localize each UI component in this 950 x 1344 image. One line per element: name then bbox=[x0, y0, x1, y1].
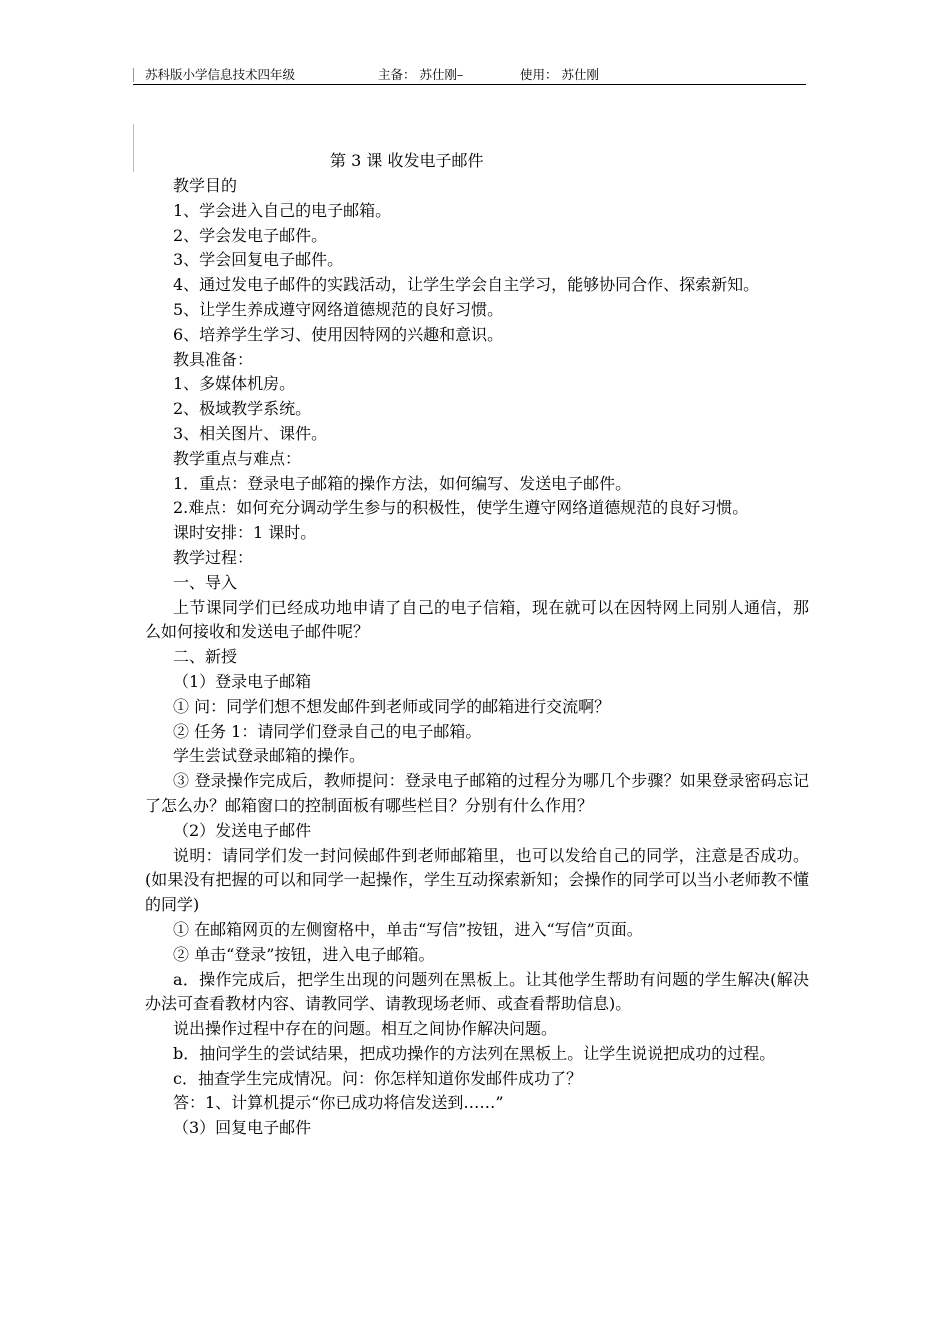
paragraph: ① 在邮箱网页的左侧窗格中，单击“写信”按钮，进入“写信”页面。 bbox=[173, 919, 643, 939]
paragraph: 3、学会回复电子邮件。 bbox=[173, 250, 344, 270]
paragraph: 5、让学生养成遵守网络道德规范的良好习惯。 bbox=[173, 299, 504, 319]
paragraph: 二、新授 bbox=[173, 647, 238, 667]
paragraph: ① 问：同学们想不想发邮件到老师或同学的邮箱进行交流啊？ bbox=[173, 696, 611, 716]
paragraph: a．操作完成后，把学生出现的问题列在黑板上。让其他学生帮助有问题的学生解决(解决办法可查看教材内容、请教同学、请教现场老师、或查看帮助信息)。 bbox=[145, 969, 809, 1014]
paragraph: 一、导入 bbox=[173, 572, 238, 592]
paragraph: 2.难点：如何充分调动学生参与的积极性，使学生遵守网络道德规范的良好习惯。 bbox=[173, 498, 749, 518]
paragraph: （1）登录电子邮箱 bbox=[173, 671, 312, 691]
paragraph: 2、极域教学系统。 bbox=[173, 399, 312, 419]
paragraph: c．抽查学生完成情况。问：你怎样知道你发邮件成功了？ bbox=[173, 1068, 582, 1088]
paragraph: 1、学会进入自己的电子邮箱。 bbox=[173, 200, 392, 220]
header-prepared-by: 主备： 苏仕刚– bbox=[378, 67, 464, 82]
margin-line bbox=[133, 124, 134, 172]
lesson-title: 第 3 课 收发电子邮件 bbox=[330, 151, 484, 170]
paragraph: 1．重点：登录电子邮箱的操作方法，如何编写、发送电子邮件。 bbox=[173, 473, 632, 493]
paragraph: （3）回复电子邮件 bbox=[173, 1118, 312, 1138]
paragraph: ③ 登录操作完成后，教师提问：登录电子邮箱的过程分为哪几个步骤？如果登录密码忘记了怎么办？邮箱窗口的控制面板有哪些栏目？分别有什么作用？ bbox=[145, 771, 809, 815]
paragraph: b．抽问学生的尝试结果，把成功操作的方法列在黑板上。让学生说说把成功的过程。 bbox=[173, 1043, 776, 1063]
paragraph: 学生尝试登录邮箱的操作。 bbox=[173, 746, 366, 766]
paragraph: 3、相关图片、课件。 bbox=[173, 423, 328, 443]
paragraph: 答：1、计算机提示“你已成功将信发送到……” bbox=[173, 1093, 504, 1113]
paragraph: 教具准备： bbox=[173, 349, 254, 369]
paragraph: 课时安排：1 课时。 bbox=[173, 523, 317, 543]
paragraph: 教学目的 bbox=[173, 176, 238, 195]
paragraph: 6、培养学生学习、使用因特网的兴趣和意识。 bbox=[173, 324, 504, 344]
paragraph: 2、学会发电子邮件。 bbox=[173, 225, 328, 245]
header-left-bar bbox=[133, 68, 134, 82]
lesson-body bbox=[145, 174, 809, 1141]
page-header bbox=[133, 66, 806, 85]
paragraph: 1、多媒体机房。 bbox=[173, 374, 296, 394]
header-course: 苏科版小学信息技术四年级 bbox=[145, 67, 296, 82]
paragraph: 4、通过发电子邮件的实践活动，让学生学会自主学习，能够协同合作、探索新知。 bbox=[173, 275, 760, 295]
paragraph: ② 单击“登录”按钮，进入电子邮箱。 bbox=[173, 944, 435, 964]
paragraph: 上节课同学们已经成功地申请了自己的电子信箱，现在就可以在因特网上同别人通信，那么如何接收和发送电子邮件呢？ bbox=[145, 597, 809, 642]
paragraph: （2）发送电子邮件 bbox=[173, 820, 312, 840]
paragraph: 说明：请同学们发一封问候邮件到老师邮箱里，也可以发给自己的同学，注意是否成功。(如果没有把握的可以和同学一起操作，学生互动探索新知；会操作的同学可以当小老师教不懂的同学) bbox=[145, 845, 809, 915]
header-used-by: 使用： 苏仕刚 bbox=[520, 67, 599, 82]
paragraph: 说出操作过程中存在的问题。相互之间协作解决问题。 bbox=[173, 1019, 558, 1039]
paragraph: 教学重点与难点： bbox=[173, 448, 302, 468]
paragraph: ② 任务 1：请同学们登录自己的电子邮箱。 bbox=[173, 721, 482, 741]
paragraph: 教学过程： bbox=[173, 547, 254, 567]
